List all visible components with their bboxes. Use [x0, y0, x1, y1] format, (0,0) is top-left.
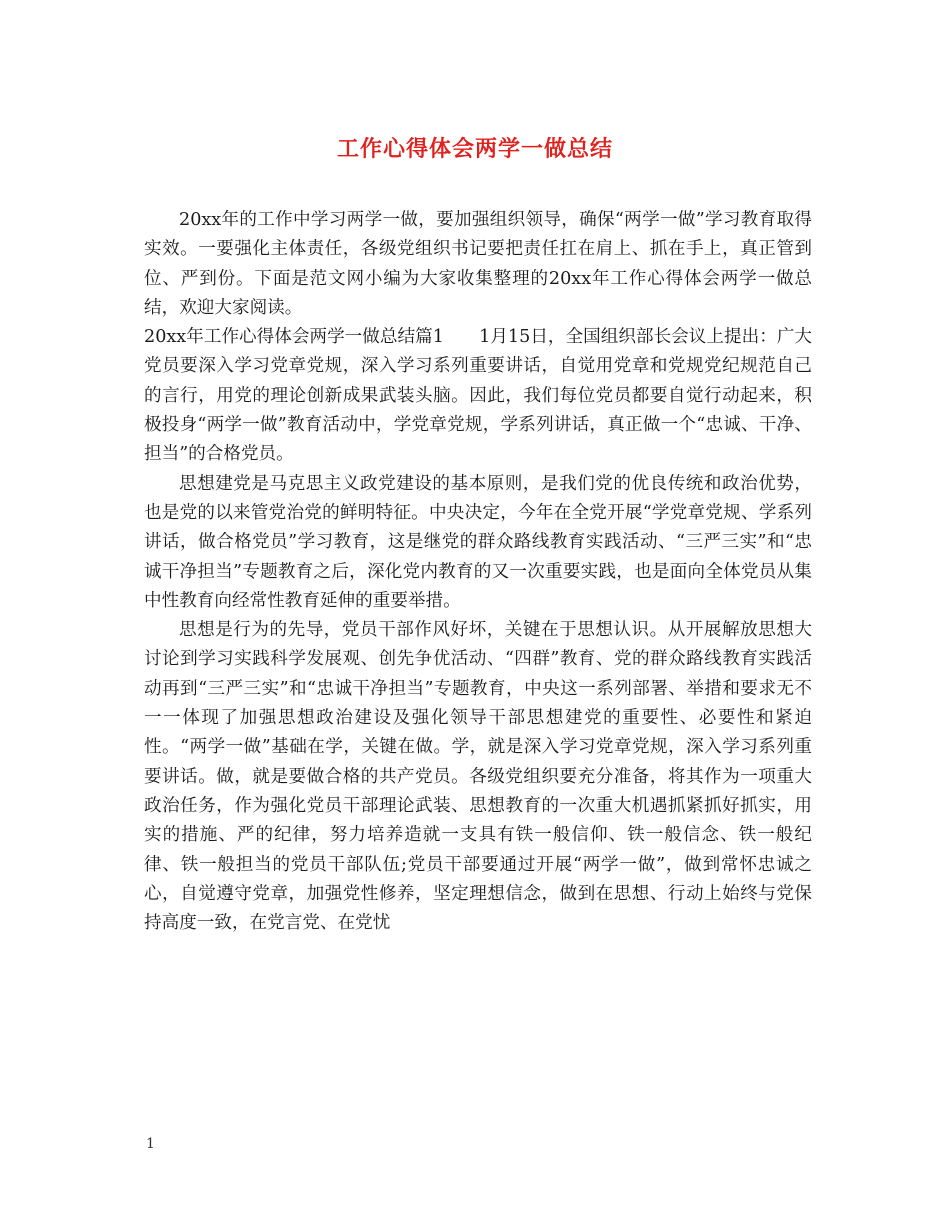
paragraph-article-1: 20xx年工作心得体会两学一做总结篇1 1月15日，全国组织部长会议上提出：广大党员要深入学习党章党规，深入学习系列重要讲话，自觉用党章和党规党纪规范自己的言行，用党的理论创新成果武装头脑。因此，我们每位党员都要自觉行动起来，积极投身“两学一做”教育活动中，学党章党规，学系列讲话，真正做一个“忠诚、干净、担当”的合格党员。	[144, 327, 812, 465]
document-body	[144, 206, 812, 938]
document-title: 工作心得体会两学一做总结	[336, 136, 613, 162]
paragraph-thought-guides-action: 思想是行为的先导，党员干部作风好坏，关键在于思想认识。从开展解放思想大讨论到学习实践科学发展观、创先争优活动、“四群”教育、党的群众路线教育实践活动再到“三严三实”和“忠诚干净担当”专题教育，中央这一系列部署、举措和要求无不一一体现了加强思想政治建设及强化领导干部思想建党的重要性、必要性和紧迫性。“两学一做”基础在学，关键在做。学，就是深入学习党章党规，深入学习系列重要讲话。做，就是要做合格的共产党员。各级党组织要充分准备，将其作为一项重大政治任务，作为强化党员干部理论武装、思想教育的一次重大机遇抓紧抓好抓实，用实的措施、严的纪律，努力培养造就一支具有铁一般信仰、铁一般信念、铁一般纪律、铁一般担当的党员干部队伍;党员干部要通过开展“两学一做”，做到常怀忠诚之心，自觉遵守党章，加强党性修养，坚定理想信念，做到在思想、行动上始终与党保持高度一致，在党言党、在党忧	[144, 620, 812, 934]
paragraph-intro: 20xx年的工作中学习两学一做，要加强组织领导，确保“两学一做”学习教育取得实效。一要强化主体责任，各级党组织书记要把责任扛在肩上、抓在手上，真正管到位、严到份。下面是范文网小编为大家收集整理的20xx年工作心得体会两学一做总结，欢迎大家阅读。	[144, 210, 812, 318]
page-number: 1	[146, 1136, 155, 1152]
paragraph-ideological-building: 思想建党是马克思主义政党建设的基本原则，是我们党的优良传统和政治优势，也是党的以来管党治党的鲜明特征。中央决定，今年在全党开展“学党章党规、学系列讲话，做合格党员”学习教育，这是继党的群众路线教育实践活动、“三严三实”和“忠诚干净担当”专题教育之后，深化党内教育的又一次重要实践，也是面向全体党员从集中性教育向经常性教育延伸的重要举措。	[144, 473, 812, 611]
